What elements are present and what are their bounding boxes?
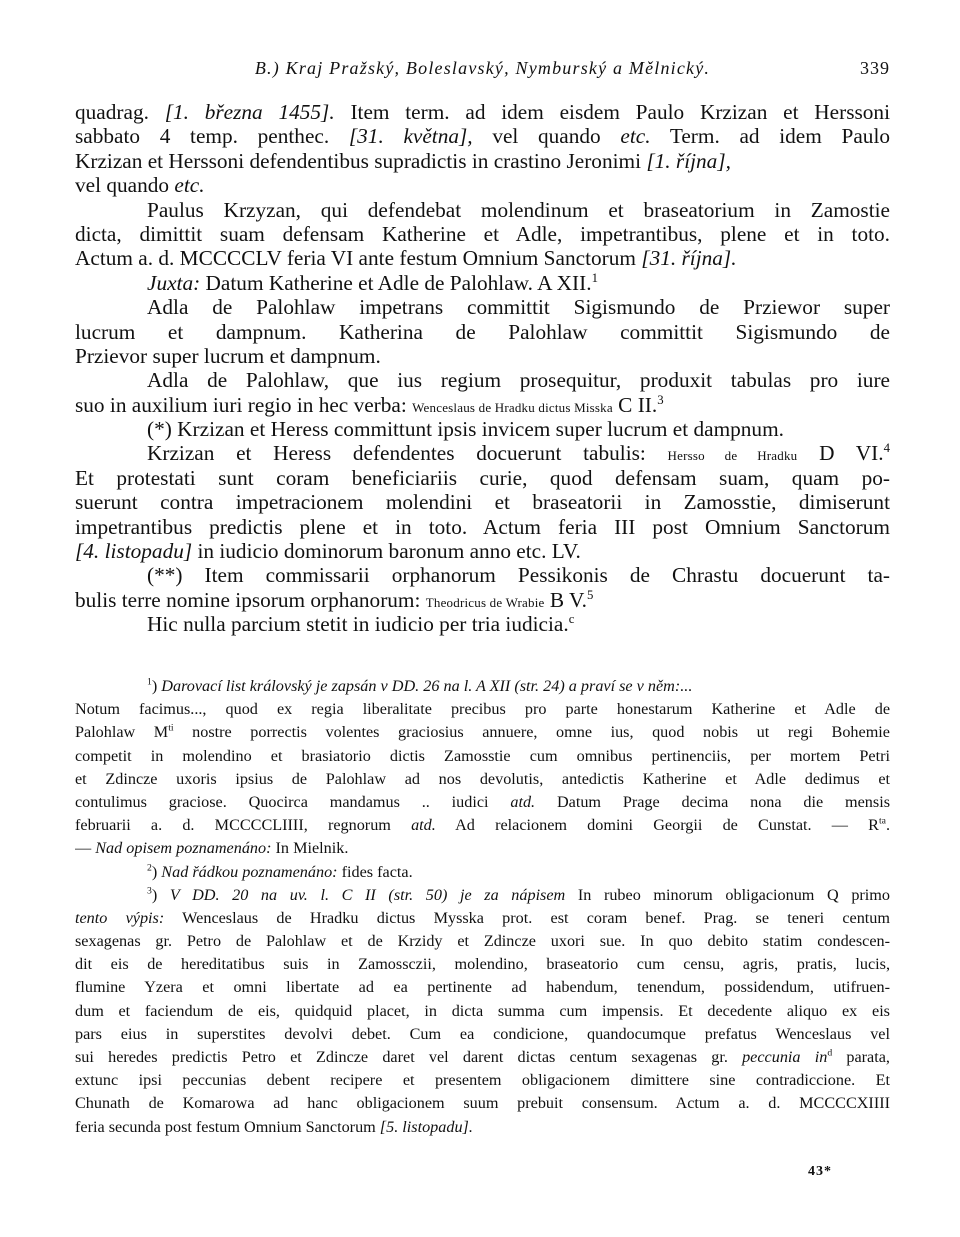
text-run: competit in molendino et brasiatorio dictis Zamosstie cum omnibus pertinenciis, per mortem Petri <box>75 746 890 765</box>
footnote-line <box>75 1000 890 1023</box>
text-run: ) <box>151 862 162 881</box>
footnote-line <box>75 745 890 768</box>
italic-text: [1. března 1455]. <box>164 100 335 124</box>
text-run: nostre porrectis volentes graciosius annuere, omne ius, quod nobis ut regi Bohemie <box>173 723 890 742</box>
footnote-line <box>75 837 890 860</box>
footnote-line <box>75 721 890 744</box>
text-run: sexagenas gr. Petro de Palohlaw et de Krzidy et Zdincze uxori sue. In quo debito statim condescen- <box>75 932 890 951</box>
text-run: februarii a. d. MCCCCLIIII, regnorum <box>75 816 412 835</box>
main-text-line <box>75 539 890 563</box>
text-run: ) <box>151 677 162 695</box>
text-run: (**) Item commissarii orphanorum Pessikonis de Chrastu docuerunt ta- <box>147 563 890 588</box>
footnote-line <box>75 1046 890 1069</box>
main-text-line <box>75 466 890 490</box>
text-run: dicta, dimittit suam defensam Katherine et Adle, impetrantibus, plene et in toto. <box>75 221 890 246</box>
signature-mark: 43* <box>808 1164 832 1179</box>
text-run: Krzizan et Herssoni defendentibus supradictis in crastino Jeronimi <box>75 148 647 173</box>
footnote-line <box>75 1092 890 1115</box>
text-run: Hic nulla parcium stetit in iudicio per tria iudicia. <box>147 612 569 637</box>
footnote-line <box>75 791 890 814</box>
main-text-line <box>75 100 890 124</box>
text-run: Adla de Palohlaw, que ius regium prosequitur, produxit tabulas pro iure <box>147 368 890 393</box>
italic-text: atd. <box>510 792 536 811</box>
footnote-line <box>75 1023 890 1046</box>
text-run: Ad relacionem domini Georgii de Cunstat. — R <box>435 816 879 835</box>
text-run: suo in auxilium iuri regio in hec verba: <box>75 392 413 417</box>
text-run: impetrantibus predictis plene et in toto. Actum feria III post Omnium Sanctorum <box>75 514 890 539</box>
text-run: Przievor super lucrum et dampnum. <box>75 343 381 368</box>
text-run: Chunath de Komarowa ad hanc obligacionem suum prebuit consensum. Actum a. d. MCCCCXIIII <box>75 1094 890 1113</box>
superscript: d <box>827 1047 833 1059</box>
main-text-line <box>75 417 890 441</box>
text-run: Datum Prage decima nona die mensis <box>535 792 890 811</box>
footnote-line <box>75 768 890 791</box>
italic-text: Darovací list královský je zapsán v DD. 26 na l. A XII (str. 24) a praví se v něm:... <box>161 677 693 695</box>
italic-text: V DD. 20 na uv. l. C II (str. 50) je za nápisem <box>169 885 566 904</box>
text-run: (*) Krzizan et Heress committunt ipsis invicem super lucrum et dampnum. <box>147 417 784 442</box>
text-run: vel quando <box>75 173 175 198</box>
text-run: bulis terre nomine ipsorum orphanorum: <box>75 587 426 612</box>
superscript: 4 <box>883 441 890 456</box>
text-run: Wenceslaus de Hradku dictus Mysska prot. est coram benef. Prag. se teneri centum <box>164 908 890 927</box>
italic-text: Juxta: <box>147 270 201 295</box>
text-run: Et protestati sunt coram beneficiariis curie, quod defensam suam, quam po- <box>75 465 890 490</box>
text-run: pars eius in superstites devolvi debet. Cum ea condicione, quandocumque prefatus Wenceslaus vel <box>75 1024 890 1043</box>
main-text-line <box>75 368 890 392</box>
main-text-line <box>75 271 890 295</box>
main-text-line <box>75 295 890 319</box>
text-run: B V. <box>544 587 587 612</box>
running-title: B.) Kraj Pražský, Boleslavský, Nymburský a Mělnický. <box>254 58 711 78</box>
text-run: In rubeo minorum obligacionum Q primo <box>565 885 890 904</box>
text-run: contulimus graciose. Quocirca mandamus .. iudici <box>75 792 511 811</box>
text-run: Item term. ad idem eisdem Paulo Krzizan et Herssoni <box>334 100 890 124</box>
superscript: 5 <box>586 587 594 602</box>
main-text-line <box>75 124 890 148</box>
text-run: D VI. <box>797 441 884 466</box>
text-run: Theodricus de Wrabie <box>425 594 545 610</box>
text-run: Term. ad idem Paulo <box>650 124 890 149</box>
text-run: Notum facimus..., quod ex regia liberalitate precibus pro parte honestarum Katherine et Adle de <box>75 700 890 719</box>
footnote-line <box>75 1069 890 1092</box>
italic-text: [5. listopadu]. <box>379 1117 473 1136</box>
main-text-line <box>75 588 890 612</box>
text-run: Actum a. d. MCCCCLV feria VI ante festum Omnium Sanctorum <box>75 246 642 271</box>
page-header <box>75 58 890 84</box>
text-run: Krzizan et Heress defendentes docuerunt tabulis: <box>147 441 668 466</box>
footnote-line <box>75 953 890 976</box>
footnote-line <box>75 698 890 721</box>
text-run: C II. <box>612 392 658 417</box>
italic-text: tento výpis: <box>75 908 165 927</box>
italic-text: [1. října], <box>646 148 731 173</box>
text-run: feria secunda post festum Omnium Sanctorum <box>75 1117 380 1136</box>
text-run: in iudicio dominorum baronum anno etc. LV. <box>192 539 581 564</box>
text-run: parata, <box>832 1048 890 1066</box>
footnote-line <box>75 1116 890 1139</box>
text-run: Wenceslaus de Hradku dictus Misska <box>412 399 613 415</box>
main-text-line <box>75 173 890 197</box>
text-run: . <box>885 816 890 835</box>
text-run: vel quando <box>472 124 621 149</box>
main-text <box>75 100 890 637</box>
superscript: 3 <box>147 885 152 897</box>
footnote-line <box>75 907 890 930</box>
text-run: Adla de Palohlaw impetrans committit Sigismundo de Prziewor super <box>147 295 890 320</box>
text-run: Hersso de Hradku <box>667 448 798 464</box>
main-text-line <box>75 320 890 344</box>
text-run: flumine Yzera et omni libertate ad ea pertinente ad habendum, tenendum, possidendum, utifruen- <box>75 978 890 997</box>
superscript: ta <box>878 815 886 827</box>
italic-text: Nad opisem poznamenáno: <box>95 839 272 858</box>
footnote-line <box>75 976 890 999</box>
footnote-line <box>75 861 890 884</box>
main-text-line <box>75 344 890 368</box>
main-text-line <box>75 246 890 270</box>
italic-text: Nad řádkou poznamenáno: <box>161 862 338 881</box>
footnote-line <box>75 675 890 698</box>
italic-text: peccunia in <box>742 1048 828 1066</box>
main-text-line <box>75 441 890 465</box>
superscript: 1 <box>591 270 598 285</box>
main-text-line <box>75 563 890 587</box>
text-run: sui heredes predictis Petro et Zdincze daret vel darent dictas centum sexagenas gr. <box>75 1048 743 1066</box>
footnote-line <box>75 930 890 953</box>
italic-text: [4. listopadu] <box>75 539 193 564</box>
superscript: 3 <box>657 392 664 407</box>
italic-text: etc. <box>174 173 205 198</box>
text-run: fides facta. <box>337 862 413 881</box>
page-number: 339 <box>860 58 890 78</box>
text-run: Palohlaw M <box>75 723 169 742</box>
text-run: In Mielnik. <box>271 839 349 858</box>
text-run: dit eis de hereditatibus suis in Zamossczii, molendino, braseatorio cum censu, agris, pratis, lucis, <box>75 955 890 974</box>
main-text-line <box>75 490 890 514</box>
italic-text: [31. května], <box>348 124 473 149</box>
text-run: sabbato 4 temp. penthec. <box>75 124 349 149</box>
main-text-line <box>75 515 890 539</box>
footnote-line <box>75 814 890 837</box>
footnotes <box>75 675 890 1139</box>
text-run: dum et faciendum de eis, quidquid placet, in dicta summa cum impensis. Et decedente aliquo ex eis <box>75 1001 890 1020</box>
main-text-line <box>75 222 890 246</box>
text-run: lucrum et dampnum. Katherina de Palohlaw committit Sigismundo de <box>75 319 890 344</box>
italic-text: etc. <box>620 124 651 149</box>
text-run: ) <box>151 885 170 904</box>
footnote-line <box>75 884 890 907</box>
italic-text: [31. října]. <box>641 246 737 271</box>
italic-text: atd. <box>411 816 436 835</box>
text-run: — <box>75 839 96 858</box>
superscript: c <box>568 612 575 627</box>
main-text-line <box>75 612 890 636</box>
text-run: Paulus Krzyzan, qui defendebat molendinum et braseatorium in Zamostie <box>147 197 890 222</box>
text-run: et Zdincze uxoris ipsius de Palohlaw ad nos devolutis, antedictis Katherine et Adle dedimus et <box>75 769 890 788</box>
text-run: suerunt contra impetracionem molendini et braseatorii in Zamosstie, dimiserunt <box>75 490 890 515</box>
main-text-line <box>75 149 890 173</box>
superscript: 1 <box>147 676 152 688</box>
superscript: ti <box>168 722 174 734</box>
superscript: 2 <box>147 862 152 874</box>
text-run: quadrag. <box>75 100 165 124</box>
main-text-line <box>75 198 890 222</box>
text-run: Datum Katherine et Adle de Palohlaw. A XII. <box>200 270 592 295</box>
main-text-line <box>75 393 890 417</box>
text-run: extunc ipsi peccunias debent recipere et presentem obligacionem dimittere sine contradiccione. Et <box>75 1071 890 1090</box>
